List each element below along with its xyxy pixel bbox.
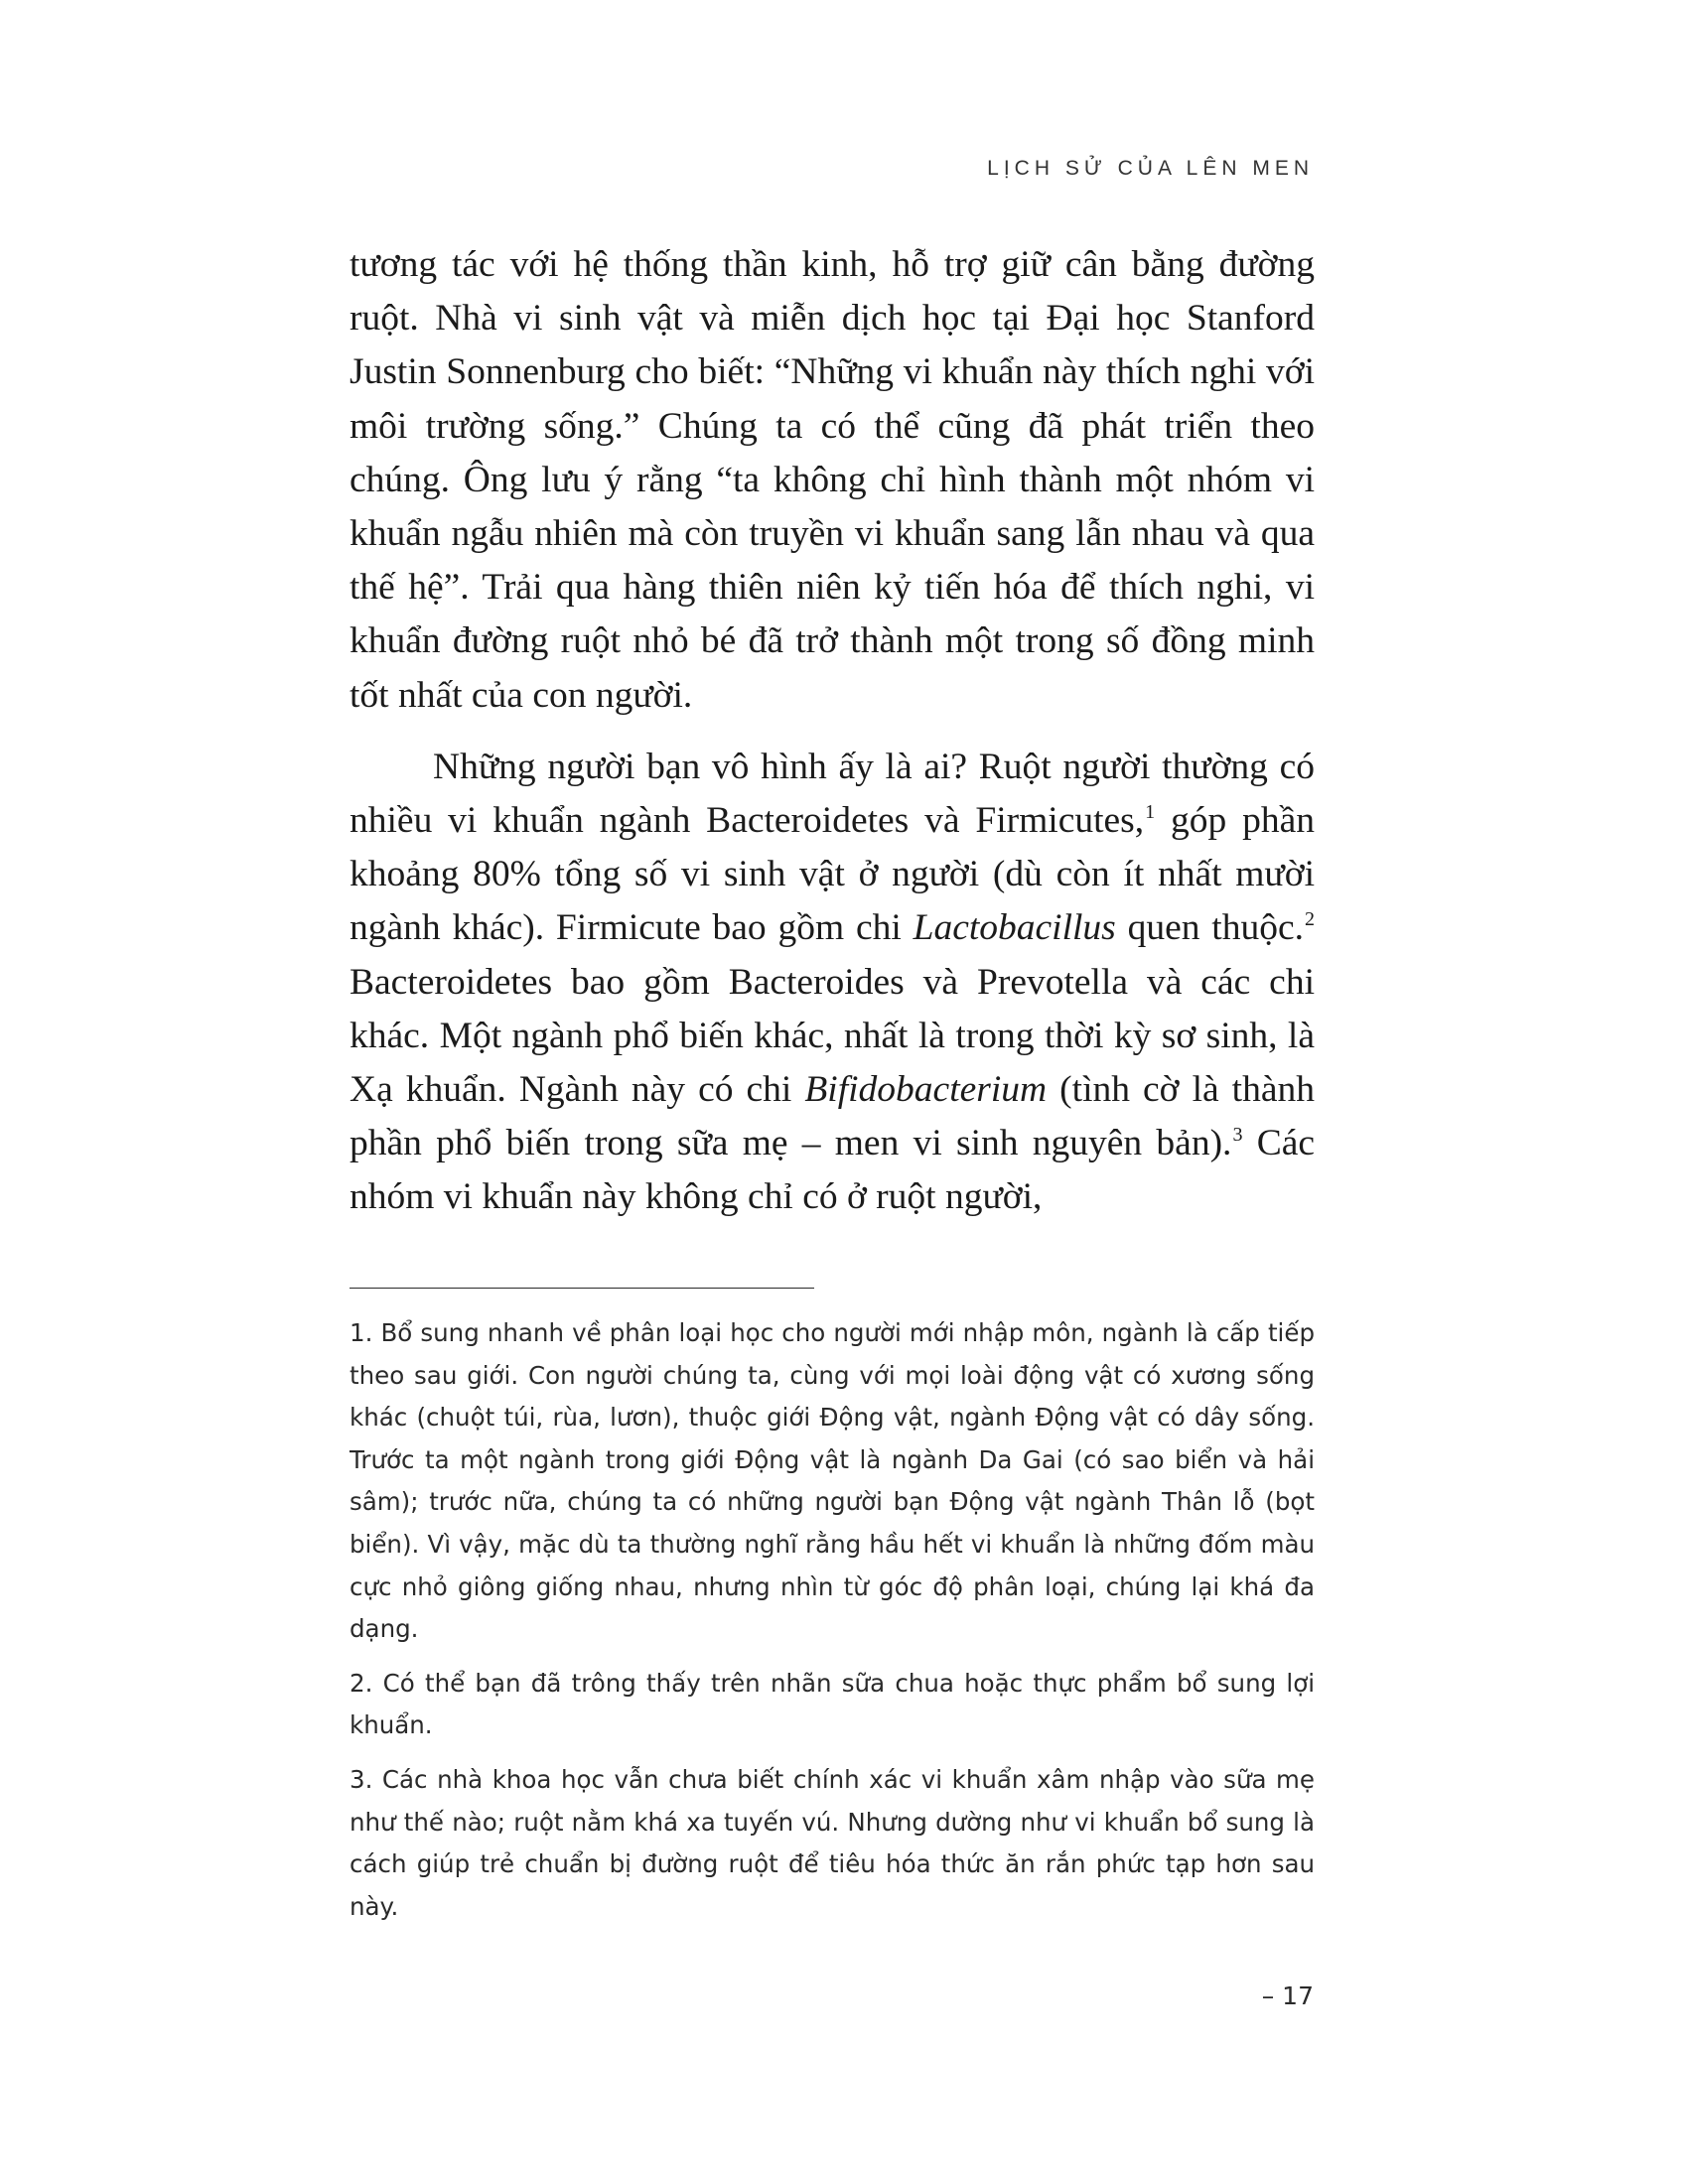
footnote-1: 1. Bổ sung nhanh về phân loại học cho người mới nhập môn, ngành là cấp tiếp theo sau giới. Con người chúng ta, cùng với mọi loài động vật có xương sống khác (chuột túi, rùa, lươn), thuộc giới Động vật, ngành Động vật có dây sống. Trước ta một ngành trong giới Động vật là ngành Da Gai (có sao biển và hải sâm); trước nữa, chúng ta có những người bạn Động vật ngành Thân lỗ (bọt biển). Vì vậy, mặc dù ta thường nghĩ rằng hầu hết vi khuẩn là những đốm màu cực nhỏ giông giống nhau, nhưng nhìn từ góc độ phân loại, chúng lại khá đa dạng. <box>350 1318 1315 1644</box>
footnote-3: 3. Các nhà khoa học vẫn chưa biết chính xác vi khuẩn xâm nhập vào sữa mẹ như thế nào; ruột nằm khá xa tuyến vú. Nhưng dường như vi khuẩn bổ sung là cách giúp trẻ chuẩn bị đường ruột để tiêu hóa thức ăn rắn phức tạp hơn sau này. <box>350 1764 1315 1921</box>
footnote-ref-2[interactable]: 2 <box>1305 908 1315 931</box>
footnote-divider <box>350 1288 814 1289</box>
footnotes <box>350 1312 1315 1940</box>
page-number: – 17 <box>1261 1981 1314 2010</box>
genus-bifidobacterium: Bifidobacterium <box>804 1069 1048 1111</box>
paragraph-2-text-3: quen thuộc. <box>1115 907 1304 949</box>
running-header: LỊCH SỬ CỦA LÊN MEN <box>987 157 1314 180</box>
paragraph-2-text-4: Bacteroidetes bao gồm Bacteroides và Prevotella và các chi khác. Một ngành phổ biến khác, nhất là trong thời kỳ sơ sinh, là Xạ khuẩn. Ngành này có chi <box>350 961 1315 1111</box>
paragraph-2-text-1: Những người bạn vô hình ấy là ai? Ruột người thường có nhiều vi khuẩn ngành Bacteroidetes và Firmicutes, <box>350 746 1315 842</box>
paragraph-1: tương tác với hệ thống thần kinh, hỗ trợ giữ cân bằng đường ruột. Nhà vi sinh vật và miễn dịch học tại Đại học Stanford Justin Sonnenburg cho biết: “Những vi khuẩn này thích nghi với môi trường sống.” Chúng ta có thể cũng đã phát triển theo chúng. Ông lưu ý rằng “ta không chỉ hình thành một nhóm vi khuẩn ngẫu nhiên mà còn truyền vi khuẩn sang lẫn nhau và qua thế hệ”. Trải qua hàng thiên niên kỷ tiến hóa để thích nghi, vi khuẩn đường ruột nhỏ bé đã trở thành một trong số đồng minh tốt nhất của con người. <box>350 244 1315 716</box>
footnote-ref-1[interactable]: 1 <box>1145 801 1156 824</box>
paragraph-2-text-6: Các nhóm vi khuẩn này không chỉ có ở ruột người, <box>350 1123 1315 1218</box>
genus-lactobacillus: Lactobacillus <box>913 907 1116 949</box>
footnote-ref-3[interactable]: 3 <box>1232 1124 1243 1147</box>
paragraph-2-text-5: (tình cờ là thành phần phổ biến trong sữa mẹ – men vi sinh nguyên bản). <box>350 1069 1315 1164</box>
paragraph-2 <box>350 741 1315 1225</box>
paragraph-2-text-2: góp phần khoảng 80% tổng số vi sinh vật ở người (dù còn ít nhất mười ngành khác). Firmicute bao gồm chi <box>350 800 1315 949</box>
footnote-2: 2. Có thể bạn đã trông thấy trên nhãn sữa chua hoặc thực phẩm bổ sung lợi khuẩn. <box>350 1668 1315 1740</box>
body-text <box>350 238 1315 1225</box>
